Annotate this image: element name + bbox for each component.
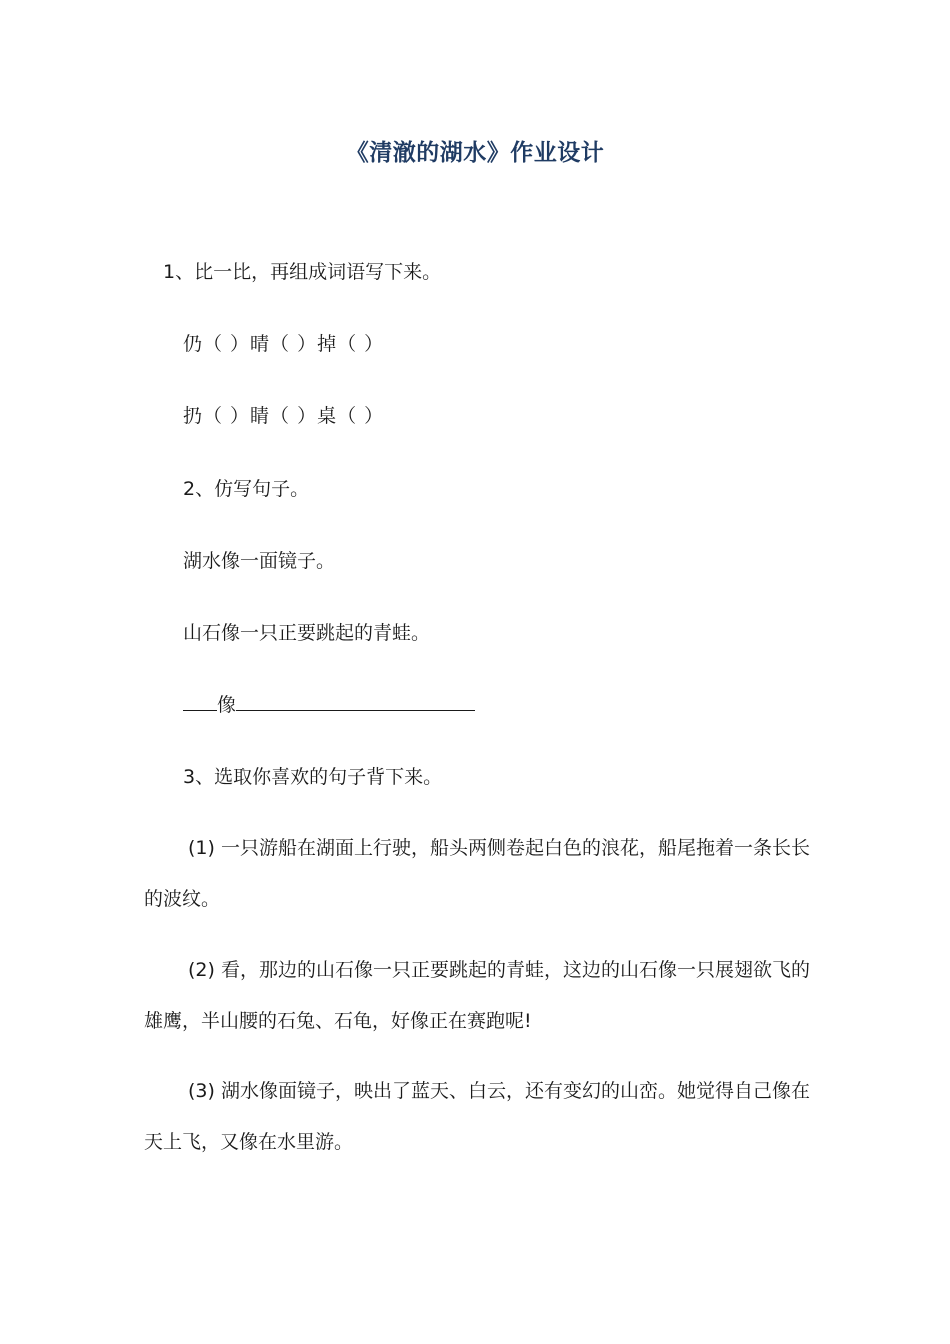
page-title: 《清澈的湖水》作业设计 [345,140,605,166]
blank-predicate [236,690,475,711]
question-2-fill-line [183,690,475,720]
question-2-example-1: 湖水像一面镜子。 [183,550,336,572]
question-3-prompt: 3、选取你喜欢的句子背下来。 [183,766,443,788]
question-2-prompt: 2、仿写句子。 [183,478,310,500]
question-1-row-1: 仍（ ）晴（ ）掉（ ） [183,333,385,355]
sentence-3: (3) 湖水像面镜子，映出了蓝天、白云，还有变幻的山峦。她觉得自己像在天上飞，又像在水里游。 [144,1080,810,1153]
sentence-1: (1) 一只游船在湖面上行驶，船头两侧卷起白色的浪花，船尾拖着一条长长的波纹。 [144,837,810,910]
fill-word: 像 [217,694,237,716]
question-2-example-2: 山石像一只正要跳起的青蛙。 [183,622,431,644]
blank-subject [183,690,217,711]
question-1-prompt: 1、比一比，再组成词语写下来。 [163,261,442,283]
sentence-2: (2) 看，那边的山石像一只正要跳起的青蛙，这边的山石像一只展翅欲飞的雄鹰，半山腰的石兔、石龟，好像正在赛跑呢! [144,959,810,1032]
question-1-row-2: 扔（ ）睛（ ）桌（ ） [183,405,385,427]
